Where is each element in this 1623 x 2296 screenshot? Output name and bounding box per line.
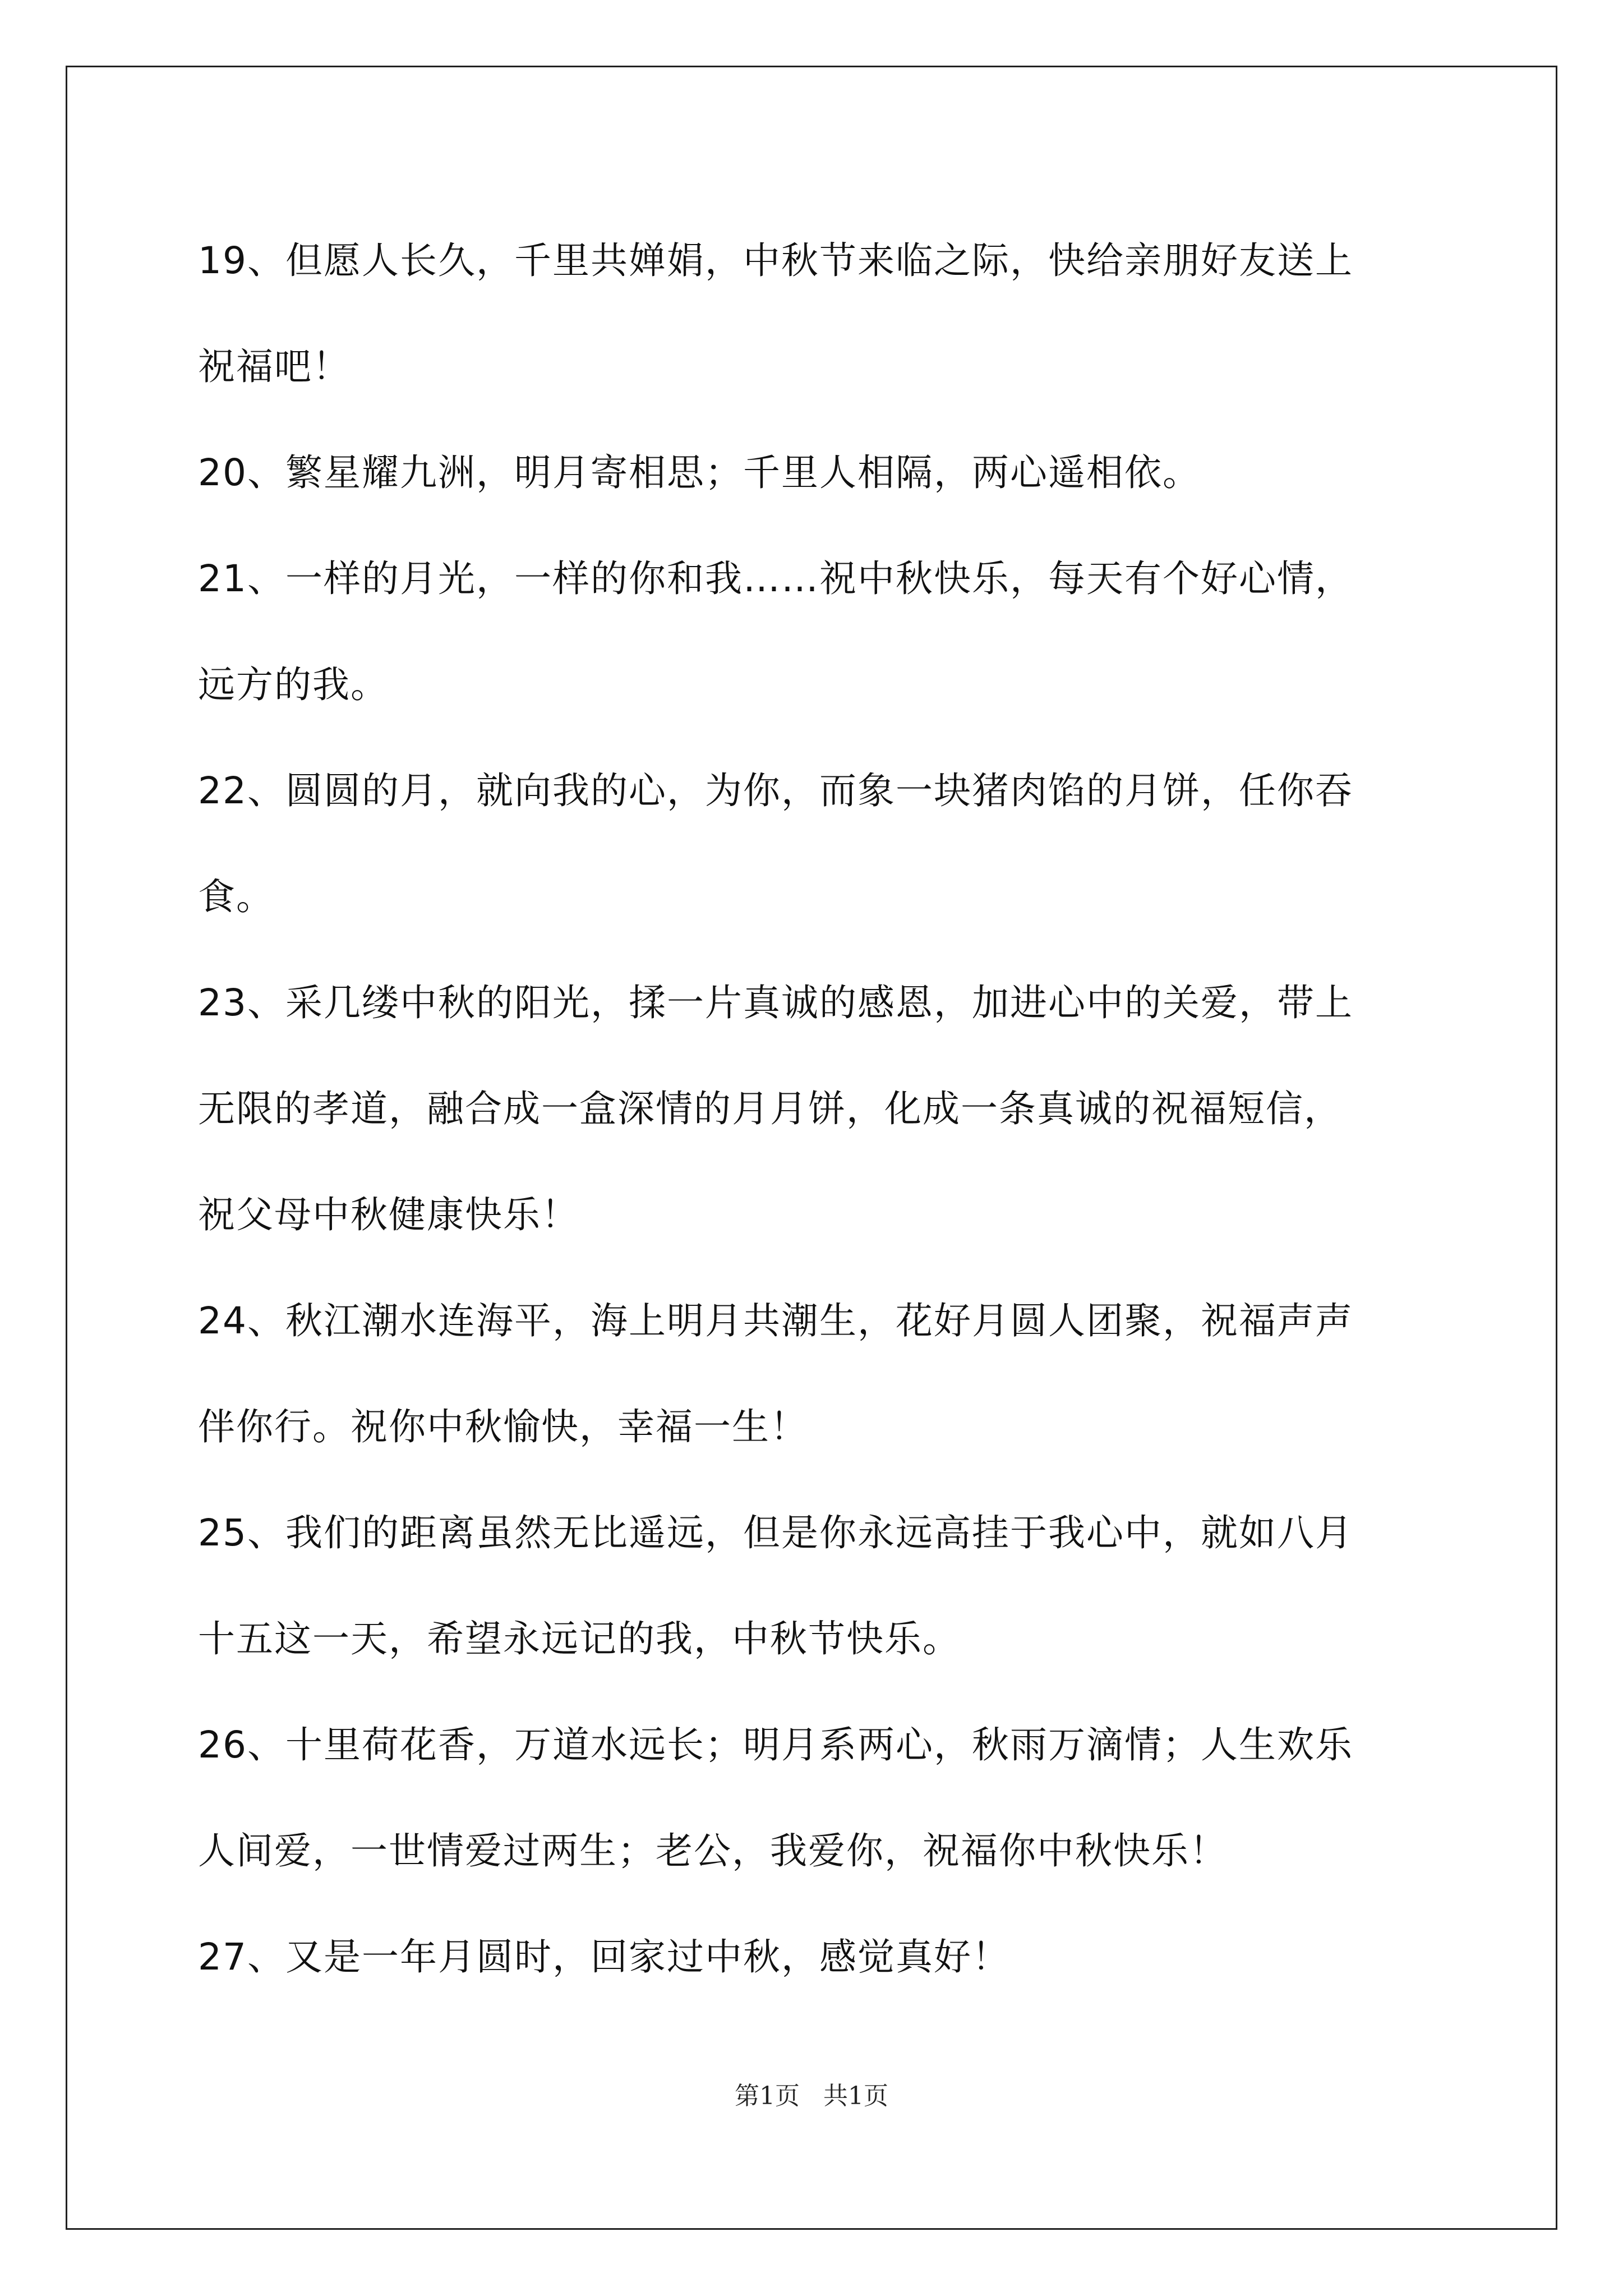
text-line: 20、繁星耀九洲，明月寄相思；千里人相隔，两心遥相依。 [198,451,1201,494]
text-line: 人间爱，一世情爱过两生；老公，我爱你，祝福你中秋快乐！ [198,1829,1228,1872]
text-line: 23、采几缕中秋的阳光，揉一片真诚的感恩，加进心中的关爱，带上 [198,981,1353,1024]
text-line: 24、秋江潮水连海平，海上明月共潮生，花好月圆人团聚，祝福声声 [198,1299,1353,1342]
text-line: 祝父母中秋健康快乐！ [198,1193,579,1236]
page-footer [0,2076,1623,2111]
text-line: 26、十里荷花香，万道水远长；明月系两心，秋雨万滴情；人生欢乐 [198,1723,1353,1766]
text-line: 19、但愿人长久，千里共婵娟，中秋节来临之际，快给亲朋好友送上 [198,239,1353,282]
text-line: 25、我们的距离虽然无比遥远，但是你永远高挂于我心中，就如八月 [198,1511,1353,1554]
text-line: 伴你行。祝你中秋愉快，幸福一生！ [198,1405,808,1448]
document-body [198,208,1432,2010]
text-line: 祝福吧！ [198,345,351,388]
page-total: 共1页 [823,2082,888,2110]
text-line: 无限的孝道，融合成一盒深情的月月饼，化成一条真诚的祝福短信， [198,1087,1342,1130]
page-number: 第1页 [735,2082,800,2110]
text-line: 远方的我。 [198,663,389,706]
text-line: 27、又是一年月圆时，回家过中秋，感觉真好！ [198,1935,1010,1978]
text-line: 食。 [198,875,274,918]
text-line: 21、一样的月光，一样的你和我……祝中秋快乐，每天有个好心情， [198,557,1353,600]
text-line: 十五这一天，希望永远记的我，中秋节快乐。 [198,1617,961,1660]
text-line: 22、圆圆的月，就向我的心，为你，而象一块猪肉馅的月饼，任你吞 [198,769,1353,812]
